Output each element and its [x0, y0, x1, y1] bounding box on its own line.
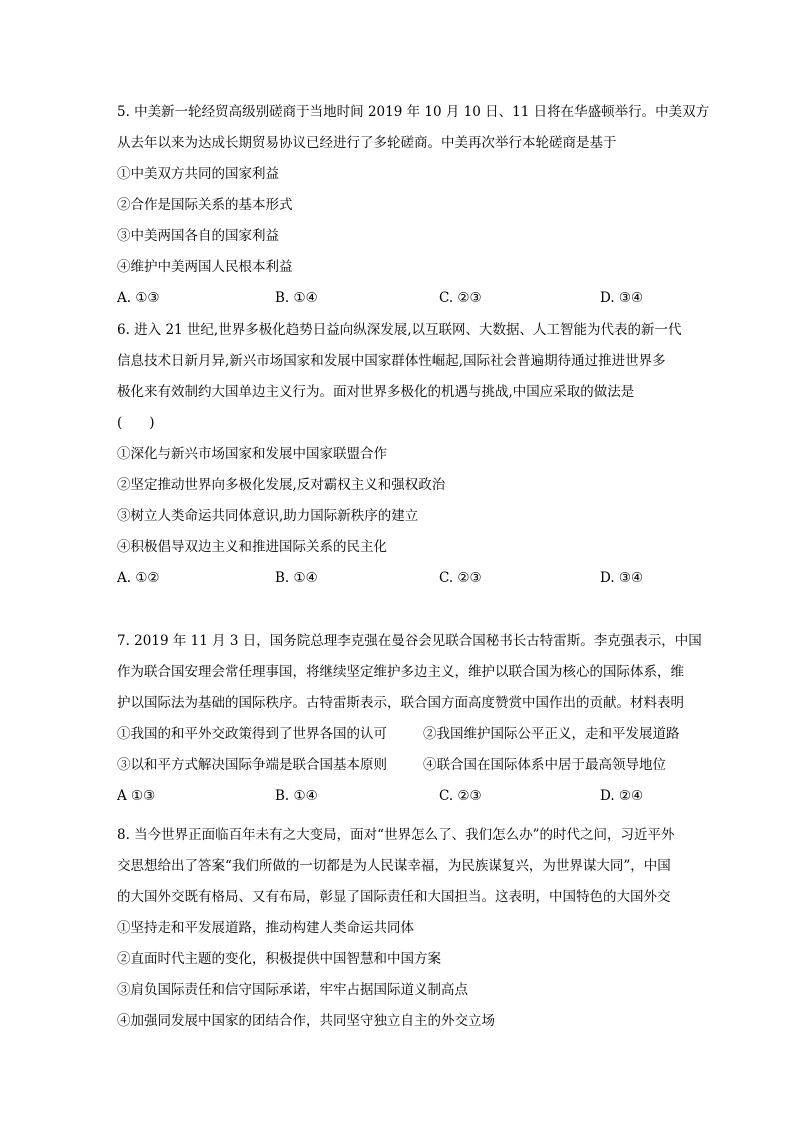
q5-item-4: ④维护中美两国人民根本利益: [117, 259, 293, 275]
q5-option-a: A. ①③: [117, 290, 160, 306]
q6-option-a: A. ①②: [117, 570, 160, 586]
q7-option-a: A ①③: [117, 788, 156, 804]
q5-item-2: ②合作是国际关系的基本形式: [117, 197, 293, 213]
q8-item-4: ④加强同发展中国家的团结合作，共同坚守独立自主的外交立场: [117, 1013, 495, 1029]
q8-item-2: ②直面时代主题的变化，积极提供中国智慧和中国方案: [117, 951, 441, 967]
q6-stem-line-3: 极化来有效制约大国单边主义行为。面对世界多极化的机遇与挑战,中国应采取的做法是: [117, 384, 635, 400]
q7-item-1: ①我国的和平外交政策得到了世界各国的认可: [117, 726, 387, 742]
q6-stem-line-2: 信息技术日新月异,新兴市场国家和发展中国家群体性崛起,国际社会普遍期待通过推进世界多: [117, 353, 666, 369]
q5-stem-line-1: 5. 中美新一轮经贸高级别磋商于当地时间 2019 年 10 月 10 日、11 日将在华盛顿举行。中美双方: [117, 104, 710, 120]
q7-option-d: D. ②④: [600, 788, 644, 804]
question-5: [117, 97, 710, 314]
q7-options: [117, 781, 683, 812]
q6-answer-blank: ( ): [117, 415, 155, 431]
q7-item-3: ③以和平方式解决国际争端是联合国基本原则: [117, 757, 387, 773]
q7-stem-line-3: 护以国际法为基础的国际秩序。古特雷斯表示，联合国方面高度赞赏中国作出的贡献。材料表明: [117, 695, 684, 711]
q6-item-1: ①深化与新兴市场国家和发展中国家联盟合作: [117, 446, 387, 462]
q7-option-b: B. ①④: [275, 788, 318, 804]
q7-item-4: ④联合国在国际体系中居于最高领导地位: [423, 757, 666, 773]
q8-item-1: ①坚持走和平发展道路，推动构建人类命运共同体: [117, 920, 414, 936]
q6-stem-line-1: 6. 进入 21 世纪,世界多极化趋势日益向纵深发展,以互联网、大数据、人工智能为代表的新一代: [117, 322, 682, 338]
q8-stem-line-2: 交思想给出了答案“我们所做的一切都是为人民谋幸福，为民族谋复兴，为世界谋大同”，中国: [117, 858, 671, 874]
q6-item-3: ③树立人类命运共同体意识,助力国际新秩序的建立: [117, 508, 419, 524]
q5-options: [117, 283, 683, 314]
q7-stem-line-1: 7. 2019 年 11 月 3 日，国务院总理李克强在曼谷会见联合国秘书长古特雷斯。李克强表示，中国: [117, 633, 702, 649]
q6-option-d: D. ③④: [600, 570, 644, 586]
q5-item-1: ①中美双方共同的国家利益: [117, 166, 279, 182]
question-6: [117, 315, 683, 594]
q6-item-2: ②坚定推动世界向多极化发展,反对霸权主义和强权政治: [117, 477, 446, 493]
q8-item-3: ③肩负国际责任和信守国际承诺，牢牢占据国际道义制高点: [117, 982, 468, 998]
q7-stem-line-2: 作为联合国安理会常任理事国，将继续坚定维护多边主义，维护以联合国为核心的国际体系，维: [117, 664, 684, 680]
q7-option-c: C. ②③: [439, 788, 482, 804]
q6-options: [117, 563, 683, 594]
q5-option-b: B. ①④: [275, 290, 318, 306]
q5-stem-line-2: 从去年以来为达成长期贸易协议已经进行了多轮磋商。中美再次举行本轮磋商是基于: [117, 135, 617, 151]
q7-items-row-1: [117, 719, 683, 750]
q6-option-b: B. ①④: [275, 570, 318, 586]
q6-item-4: ④积极倡导双边主义和推进国际关系的民主化: [117, 539, 387, 555]
q7-item-2: ②我国维护国际公平正义，走和平发展道路: [423, 726, 680, 742]
q5-option-c: C. ②③: [439, 290, 482, 306]
question-8: [117, 820, 683, 1037]
q5-option-d: D. ③④: [600, 290, 644, 306]
question-7: [117, 626, 702, 812]
q7-items-row-2: [117, 750, 683, 781]
q8-stem-line-3: 的大国外交既有格局、又有布局，彰显了国际责任和大国担当。这表明，中国特色的大国外交: [117, 889, 671, 905]
q5-item-3: ③中美两国各自的国家利益: [117, 228, 279, 244]
q6-option-c: C. ②③: [439, 570, 482, 586]
q8-stem-line-1: 8. 当今世界正面临百年未有之大变局，面对“世界怎么了、我们怎么办”的时代之问，习近平外: [117, 827, 675, 843]
